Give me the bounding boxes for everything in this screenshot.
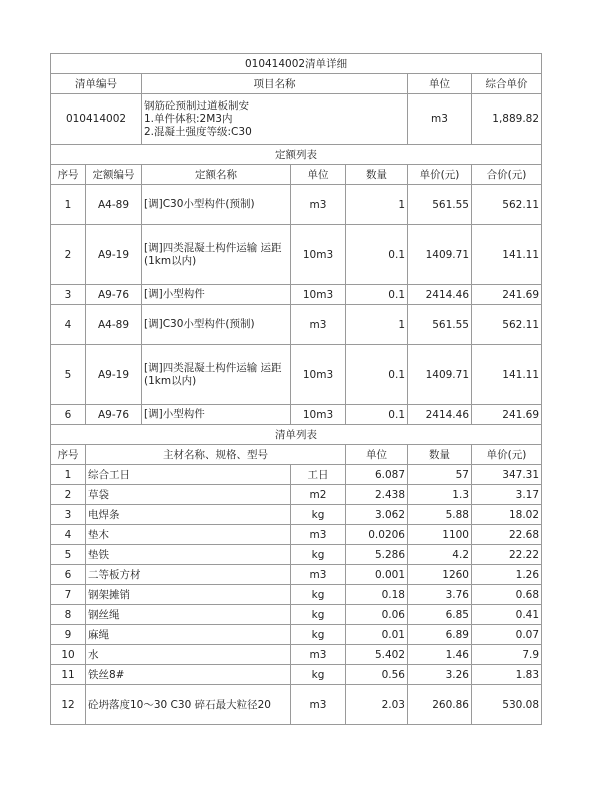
quota-total: 562.11	[472, 305, 542, 345]
quota-col-header: 定额编号	[86, 165, 142, 185]
material-name: 草袋	[86, 485, 291, 505]
quota-col-header: 定额名称	[142, 165, 291, 185]
code-header: 清单编号	[51, 74, 142, 94]
quota-name: [调]四类混凝土构件运输 运距(1km以内)	[142, 225, 291, 285]
material-name: 麻绳	[86, 625, 291, 645]
material-no: 7	[51, 585, 86, 605]
material-name: 二等板方材	[86, 565, 291, 585]
material-total: 530.08	[472, 685, 542, 725]
material-total: 7.9	[472, 645, 542, 665]
materials-col-header: 单价(元)	[472, 445, 542, 465]
material-name: 综合工日	[86, 465, 291, 485]
quota-row	[51, 305, 542, 345]
quota-code: A9-76	[86, 285, 142, 305]
material-no: 12	[51, 685, 86, 725]
material-price: 3.76	[408, 585, 472, 605]
material-qty: 3.062	[346, 505, 408, 525]
quota-name: [调]C30小型构件(预制)	[142, 185, 291, 225]
material-row	[51, 625, 542, 645]
quota-row	[51, 405, 542, 425]
header-row	[51, 74, 542, 94]
material-no: 3	[51, 505, 86, 525]
material-price: 1.3	[408, 485, 472, 505]
quota-total: 562.11	[472, 185, 542, 225]
material-unit: m3	[291, 525, 346, 545]
quota-price: 2414.46	[408, 285, 472, 305]
quota-no: 2	[51, 225, 86, 285]
material-name: 钢丝绳	[86, 605, 291, 625]
page-title: 010414002清单详细	[51, 54, 542, 74]
material-name: 砼坍落度10～30 C30 碎石最大粒径20	[86, 685, 291, 725]
quota-no: 6	[51, 405, 86, 425]
material-price: 4.2	[408, 545, 472, 565]
quota-row	[51, 225, 542, 285]
quota-col-header: 数量	[346, 165, 408, 185]
materials-section-row	[51, 425, 542, 445]
material-row	[51, 485, 542, 505]
material-qty: 0.01	[346, 625, 408, 645]
material-row	[51, 525, 542, 545]
material-qty: 0.06	[346, 605, 408, 625]
quota-no: 1	[51, 185, 86, 225]
quota-price: 561.55	[408, 305, 472, 345]
quota-qty: 0.1	[346, 405, 408, 425]
title-row	[51, 54, 542, 74]
quota-name: [调]小型构件	[142, 405, 291, 425]
material-row	[51, 665, 542, 685]
quota-qty: 0.1	[346, 345, 408, 405]
quota-name: [调]C30小型构件(预制)	[142, 305, 291, 345]
quota-col-header: 序号	[51, 165, 86, 185]
material-price: 6.89	[408, 625, 472, 645]
material-qty: 6.087	[346, 465, 408, 485]
material-total: 22.22	[472, 545, 542, 565]
material-total: 0.41	[472, 605, 542, 625]
material-total: 3.17	[472, 485, 542, 505]
quota-col-header: 单位	[291, 165, 346, 185]
material-no: 1	[51, 465, 86, 485]
material-price: 5.88	[408, 505, 472, 525]
material-qty: 0.56	[346, 665, 408, 685]
quota-unit: 10m3	[291, 285, 346, 305]
quota-unit: 10m3	[291, 405, 346, 425]
quota-unit: 10m3	[291, 345, 346, 405]
quota-unit: 10m3	[291, 225, 346, 285]
material-unit: kg	[291, 665, 346, 685]
quota-no: 3	[51, 285, 86, 305]
item-desc-line: 钢筋砼预制过道板制安	[144, 99, 249, 112]
material-name: 钢架摊销	[86, 585, 291, 605]
material-row	[51, 505, 542, 525]
quota-no: 5	[51, 345, 86, 405]
materials-col-header: 序号	[51, 445, 86, 465]
material-row	[51, 465, 542, 485]
bill-detail-table	[50, 53, 542, 725]
quota-name: [调]小型构件	[142, 285, 291, 305]
material-total: 22.68	[472, 525, 542, 545]
material-unit: kg	[291, 625, 346, 645]
material-total: 1.83	[472, 665, 542, 685]
item-description	[142, 94, 408, 145]
quota-price: 1409.71	[408, 225, 472, 285]
material-row	[51, 585, 542, 605]
material-name: 垫铁	[86, 545, 291, 565]
material-qty: 0.001	[346, 565, 408, 585]
quota-col-header: 合价(元)	[472, 165, 542, 185]
quota-total: 141.11	[472, 345, 542, 405]
price-header: 综合单价	[472, 74, 542, 94]
quota-section-title: 定额列表	[51, 145, 542, 165]
material-unit: kg	[291, 545, 346, 565]
quota-qty: 1	[346, 305, 408, 345]
material-unit: kg	[291, 605, 346, 625]
material-no: 4	[51, 525, 86, 545]
material-name: 电焊条	[86, 505, 291, 525]
material-total: 347.31	[472, 465, 542, 485]
material-unit: m3	[291, 685, 346, 725]
material-name: 水	[86, 645, 291, 665]
material-qty: 5.286	[346, 545, 408, 565]
quota-code: A4-89	[86, 305, 142, 345]
quota-row	[51, 285, 542, 305]
quota-code: A9-19	[86, 345, 142, 405]
material-unit: m3	[291, 565, 346, 585]
quota-qty: 0.1	[346, 285, 408, 305]
quota-price: 2414.46	[408, 405, 472, 425]
material-no: 10	[51, 645, 86, 665]
materials-header-row	[51, 445, 542, 465]
material-no: 11	[51, 665, 86, 685]
quota-total: 141.11	[472, 225, 542, 285]
material-price: 1100	[408, 525, 472, 545]
quota-qty: 0.1	[346, 225, 408, 285]
material-qty: 5.402	[346, 645, 408, 665]
quota-row	[51, 345, 542, 405]
quota-section-row	[51, 145, 542, 165]
material-row	[51, 605, 542, 625]
quota-no: 4	[51, 305, 86, 345]
material-row	[51, 685, 542, 725]
quota-code: A9-76	[86, 405, 142, 425]
unit-header: 单位	[408, 74, 472, 94]
material-price: 260.86	[408, 685, 472, 725]
material-name: 铁丝8#	[86, 665, 291, 685]
material-row	[51, 565, 542, 585]
materials-col-header: 单位	[346, 445, 408, 465]
material-price: 57	[408, 465, 472, 485]
item-price: 1,889.82	[472, 94, 542, 145]
item-row	[51, 94, 542, 145]
material-qty: 2.438	[346, 485, 408, 505]
material-unit: kg	[291, 505, 346, 525]
material-no: 6	[51, 565, 86, 585]
material-unit: m2	[291, 485, 346, 505]
material-row	[51, 645, 542, 665]
quota-row	[51, 185, 542, 225]
item-desc-line: 1.单件体积:2M3内	[144, 112, 233, 125]
material-unit: 工日	[291, 465, 346, 485]
material-row	[51, 545, 542, 565]
material-price: 1260	[408, 565, 472, 585]
materials-col-header: 数量	[408, 445, 472, 465]
quota-name: [调]四类混凝土构件运输 运距(1km以内)	[142, 345, 291, 405]
quota-price: 561.55	[408, 185, 472, 225]
materials-col-header: 主材名称、规格、型号	[86, 445, 346, 465]
material-total: 18.02	[472, 505, 542, 525]
material-name: 垫木	[86, 525, 291, 545]
quota-code: A9-19	[86, 225, 142, 285]
item-desc-line: 2.混凝土强度等级:C30	[144, 125, 252, 138]
materials-section-title: 清单列表	[51, 425, 542, 445]
quota-col-header: 单价(元)	[408, 165, 472, 185]
material-price: 6.85	[408, 605, 472, 625]
quota-qty: 1	[346, 185, 408, 225]
material-unit: kg	[291, 585, 346, 605]
material-no: 9	[51, 625, 86, 645]
item-unit: m3	[408, 94, 472, 145]
quota-code: A4-89	[86, 185, 142, 225]
material-qty: 0.18	[346, 585, 408, 605]
material-unit: m3	[291, 645, 346, 665]
material-qty: 0.0206	[346, 525, 408, 545]
quota-unit: m3	[291, 305, 346, 345]
material-no: 2	[51, 485, 86, 505]
material-total: 1.26	[472, 565, 542, 585]
quota-header-row	[51, 165, 542, 185]
material-total: 0.07	[472, 625, 542, 645]
material-no: 8	[51, 605, 86, 625]
quota-unit: m3	[291, 185, 346, 225]
quota-price: 1409.71	[408, 345, 472, 405]
material-price: 1.46	[408, 645, 472, 665]
quota-total: 241.69	[472, 285, 542, 305]
material-qty: 2.03	[346, 685, 408, 725]
name-header: 项目名称	[142, 74, 408, 94]
quota-total: 241.69	[472, 405, 542, 425]
material-total: 0.68	[472, 585, 542, 605]
item-code: 010414002	[51, 94, 142, 145]
material-no: 5	[51, 545, 86, 565]
material-price: 3.26	[408, 665, 472, 685]
